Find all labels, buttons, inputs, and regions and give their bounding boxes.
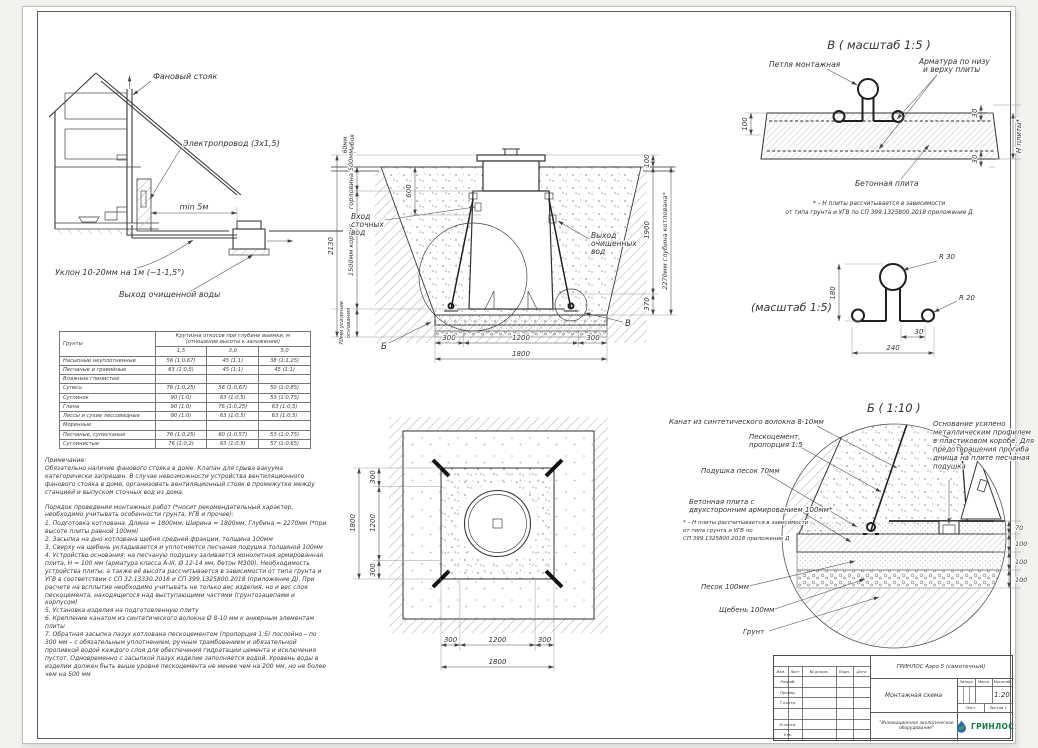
- table-cell: Песчаные и гравийные: [60, 365, 156, 374]
- table-cell: 56 (1:0,67): [155, 356, 207, 365]
- base-reinforced-line-6: подушка: [933, 462, 966, 471]
- dim-30-offset: 30: [914, 328, 924, 336]
- dim-30-bottom: 30: [971, 154, 979, 164]
- tb-scale-label: Масштаб: [993, 680, 1011, 684]
- tb-header-izm: Изм.: [776, 668, 786, 674]
- tb-sheet-name: Монтажная схема: [884, 691, 943, 699]
- table-cell: 63 (1:0,5): [207, 439, 259, 448]
- table-depth-3: 5,0: [259, 347, 311, 356]
- dim-100-slab: 100: [741, 117, 749, 131]
- tank-installation-cross-section: [323, 119, 683, 391]
- title-block: [773, 655, 1013, 741]
- tb-list-label: Лист: [965, 705, 976, 710]
- table-header-slope: [155, 332, 310, 347]
- table-cell: 90 (1:0): [155, 393, 207, 402]
- notes-item: 4. Устройство основания: на песчаную подушку заливается монолитная армированная плита, Н = 100 мм (арматура класса А-III, Ø 12-14 мм, бетон М300). Необходимость устройства плиты, а также её высота рассчитывается в зависимости от типа грунта и УГВ в соответствии с СП 32.13330.2018 и СП 399.1325800.2018 (приложение Д). При расчете на всплытие необходимо учитывать не только вес изделия, но и вес слоя пескоцемента, находящегося над выступающими частями (грунтозацепами и корпусом): [45, 551, 324, 607]
- loop-profile-shape: [852, 264, 934, 322]
- table-cell: 45 (1:1): [207, 365, 259, 374]
- table-row: [60, 375, 311, 384]
- dim-240: 240: [886, 344, 900, 352]
- gravel-label: Щебень 100мм: [719, 606, 775, 614]
- table-cell: 76 (1:0,25): [155, 384, 207, 393]
- layer-dim-100c: 100: [1015, 576, 1028, 584]
- tb-header-docnum: № докум.: [809, 668, 829, 674]
- plan-dim-300-br: 300: [537, 636, 552, 644]
- rebar-label-2: и верху плиты: [923, 65, 981, 74]
- table-cell: Песчаные, супесчаные: [60, 430, 156, 439]
- concrete-slab: [761, 113, 999, 159]
- tb-litera-label: Литера: [959, 680, 973, 684]
- tb-tagline: "Инновационное экологическое оборудование": [879, 721, 954, 731]
- dim-body: 1500мм корпус: [347, 223, 355, 277]
- detail-b-note-3: СП 399.1325800.2018 приложение Д: [683, 536, 790, 542]
- tb-header-podp: Подп.: [838, 668, 851, 674]
- table-cell: 53 (1:0,75): [259, 393, 311, 402]
- table-row: [60, 356, 311, 365]
- table-header-slope-line2: (отношение высоты к заложению): [185, 339, 281, 346]
- table-cell: 90 (1:0): [155, 412, 207, 421]
- dim-1200: 1200: [512, 334, 530, 342]
- notes-item: 1. Подготовка котлована: Длина = 1800мм, Ширина = 1800мм, Глубина = 2270мм (*при высоте плиты равной 100мм): [45, 520, 327, 536]
- cushion-label: Подушка песок 70мм: [701, 467, 780, 475]
- tb-mass-label: Масса: [977, 680, 990, 684]
- table-cell: 45 (1:1): [259, 365, 311, 374]
- table-cell: 50 (1:0,85): [259, 384, 311, 393]
- dim-2130: 2130: [327, 237, 335, 255]
- dim-base-1: 70мм усиление: [339, 300, 345, 346]
- notes-item: 6. Крепление канатом из синтетического волокна Ø 8-10 мм к анкерным элементам плиты: [45, 615, 314, 631]
- dim-100: 100: [643, 154, 651, 168]
- plan-dim-300-top: 300: [369, 470, 377, 484]
- plan-dim-300-bottom: 300: [369, 563, 377, 577]
- detail-b-note-2: от типа грунта и УГВ по: [683, 528, 753, 534]
- sewer-pipe-run: [127, 223, 343, 238]
- table-cell: 53 (1:0,75): [259, 430, 311, 439]
- outlet-label-2: очищенных: [591, 239, 637, 248]
- dim-180: 180: [829, 286, 837, 300]
- inlet-label-3: вод: [351, 228, 366, 237]
- notes-block: [45, 457, 329, 678]
- tb-row-tkontr: Т.контр.: [779, 700, 797, 706]
- notes-order-title: Порядок проведения монтажных работ (*носит рекомендательный характер, необходимо учитывать особенности грунта, УГВ и прочее):: [45, 503, 294, 519]
- table-row: [60, 384, 311, 393]
- drawing-sheet: [22, 6, 1035, 744]
- plan-dim-1800-b: 1800: [488, 658, 507, 666]
- table-cell: 63 (1:0,5): [207, 393, 259, 402]
- dim-h-plity: Н плиты*: [1015, 118, 1023, 154]
- r30-label: R 30: [939, 253, 955, 261]
- table-cell: 60 (1:0,57): [207, 430, 259, 439]
- logo-text: ГРИНЛОС: [970, 721, 1015, 731]
- notes-item: 2. Засыпка на дно котлована щебня средней фракции, толщина 100мм: [45, 536, 273, 544]
- dim-neck: горловина 500мм: [347, 148, 355, 210]
- table-header-slope-line1: Крутизна откосов при глубине выемки, м: [175, 333, 290, 339]
- table-cell: [259, 421, 311, 430]
- dim-300-right: 300: [586, 334, 600, 342]
- table-cell: Насыпные неуплотненные: [60, 356, 156, 365]
- dim-base-2: основания: [346, 307, 352, 339]
- clean-water-outlet-label: Выход очищенной воды: [119, 290, 221, 299]
- fan-stack-label: Фановый стояк: [153, 72, 218, 81]
- tb-row-razrab: Разраб.: [780, 678, 796, 684]
- table-cell: 63 (1:0,5): [207, 412, 259, 421]
- tb-listov-label: Листов 1: [989, 705, 1007, 710]
- dim-cap-1: 60мм: [342, 136, 349, 154]
- inlet-label-1: Вход: [351, 212, 371, 221]
- notes-paragraph: Обязательно наличие фанового стояка в доме. Клапан для срыва вакуума категорически запрещен. В случае невозможности устройства вентиляционного фанового стояка в доме, организовать вентиляционный стояк в промежутке между станцией и выпуском сточных вод из дома.: [45, 464, 315, 496]
- table-row: [60, 393, 311, 402]
- table-row: [60, 430, 311, 439]
- detail-v-title: В ( масштаб 1:5 ): [827, 38, 931, 52]
- table-cell: [207, 375, 259, 384]
- detail-v-note-1: * – Н плиты рассчитывается в зависимости: [812, 201, 946, 207]
- detail-b-note-1: * – Н плиты рассчитывается в зависимости: [683, 520, 809, 526]
- table-cell: 76 (1:0,25): [207, 402, 259, 411]
- tb-row-prover: Провер.: [780, 689, 796, 695]
- dim-370: 370: [643, 297, 651, 311]
- table-cell: 90 (1:0): [155, 402, 207, 411]
- dim-depth: 2270мм глубина котлована*: [661, 192, 669, 290]
- notes-item: 7. Обратная засыпка пазух котлована пескоцементом (пропорция 1:5) послойно – по 300 мм – с обязательным уплотнением, ручным трамбованием и обязательной проливкой водой каждого слоя для обеспечения гидратации цемента и исключения пустот. Одновременно с засыпкой пазух изделие заполняется водой. Уровень воды в изделии должен быть выше уровня пескоцемента не менее чем на 200 мм, но не более чем на 500 мм: [45, 631, 326, 678]
- septic-station-small: [229, 221, 293, 255]
- loop-label: Петля монтажная: [769, 60, 841, 69]
- table-depth-2: 3,0: [207, 347, 259, 356]
- table-row: [60, 439, 311, 448]
- table-cell: 76 (1:0,2): [155, 439, 207, 448]
- dim-300-left: 300: [442, 334, 456, 342]
- soil-label: Грунт: [743, 628, 765, 636]
- rope-label: Канат из синтетического волокна 8-10мм: [669, 418, 824, 426]
- plate-label-2: двухсторонним армированием 100мм*: [689, 506, 833, 514]
- electro-label: Электропровод (3х1,5): [183, 139, 280, 148]
- table-row: [60, 365, 311, 374]
- notes-item: 3. Сверху на щебень укладывается и уплотняется песчаная подушка толщиной 100мм: [45, 544, 323, 552]
- dim-1900: 1900: [643, 221, 651, 239]
- outlet-label-1: Выход: [591, 231, 617, 240]
- table-cell: Влажные глинистые: [60, 375, 156, 384]
- company-logo: [957, 712, 1015, 740]
- table-row: [60, 412, 311, 421]
- tb-row-nkontr: Н.контр.: [779, 721, 797, 727]
- tb-header-data: Дата: [856, 668, 867, 674]
- table-cell: Супесь: [60, 384, 156, 393]
- plan-plate-band: [441, 468, 554, 579]
- soil-slope-table: [59, 331, 311, 449]
- outlet-label-3: вод: [591, 247, 606, 256]
- marker-b-label: Б: [381, 342, 387, 352]
- min5-dimension: [151, 203, 237, 228]
- dim-30-top: 30: [971, 108, 979, 118]
- table-cell: 63 (1:0,5): [259, 402, 311, 411]
- detail-v-note-2: от типа грунта и УГВ по СП 399.1325800.2018 приложение Д: [785, 210, 973, 216]
- table-row: [60, 402, 311, 411]
- table-cell: 45 (1:1): [207, 356, 259, 365]
- plan-view-figure: [345, 413, 657, 713]
- plate-label-1: Бетонная плита с: [689, 498, 755, 506]
- table-cell: Лессы и сухие лессовидные: [60, 412, 156, 421]
- inlet-label-2: сточных: [351, 220, 384, 229]
- detail-b-title: Б ( 1:10 ): [867, 401, 921, 415]
- base-reinforced-line-5: днища на плите песчаная: [933, 454, 1030, 462]
- notes-title: Примечание:: [45, 457, 87, 464]
- marker-v-label: В: [625, 319, 631, 329]
- table-cell: 56 (1:0,67): [207, 384, 259, 393]
- table-header-soils: Грунты: [60, 332, 156, 357]
- plan-dim-300-bl: 300: [443, 636, 458, 644]
- tb-header-list: Лист: [790, 668, 800, 674]
- detail-v-figure: [729, 33, 1029, 231]
- base-reinforced-line-1: Основание усилено: [933, 420, 1006, 428]
- wall-chase: [137, 179, 151, 231]
- tb-doc-name: ГРИНЛОС Аэро 5 (самотечный): [896, 664, 986, 670]
- r20-label: R 20: [959, 294, 975, 302]
- layer-dim-70: 70: [1015, 524, 1024, 532]
- base-reinforced-line-4: предотвращения прогиба: [933, 445, 1029, 454]
- loop-profile-figure: [743, 239, 999, 367]
- slab-label: Бетонная плита: [855, 179, 919, 188]
- vent-stack: [79, 76, 132, 223]
- sand-label: Песок 100мм: [701, 583, 750, 591]
- layer-dim-100b: 100: [1015, 558, 1028, 566]
- house-sketch-figure: [41, 59, 351, 304]
- base-reinforced-line-2: металлическим профилем: [933, 428, 1031, 437]
- dim-600: 600: [405, 184, 413, 198]
- table-cell: [207, 421, 259, 430]
- slope-label: Уклон 10-20мм на 1м (~1-1,5°): [55, 268, 185, 277]
- table-depth-1: 1,5: [155, 347, 207, 356]
- table-cell: Суглинистые: [60, 439, 156, 448]
- table-cell: 57 (1:0,65): [259, 439, 311, 448]
- tb-scale-value: 1:20: [994, 690, 1010, 699]
- table-cell: Моренные: [60, 421, 156, 430]
- table-cell: [155, 421, 207, 430]
- rebar-label-1: Арматура по низу: [919, 57, 990, 66]
- cement-label-2: пропорция 1:5: [749, 441, 803, 449]
- min5-label: min 5м: [179, 202, 209, 212]
- plan-dim-1200-b: 1200: [488, 636, 507, 644]
- loop-detail-title: (масштаб 1:5): [751, 301, 832, 314]
- table-cell: Суглинок: [60, 393, 156, 402]
- table-cell: Глина: [60, 402, 156, 411]
- plan-dim-1800-left: 1800: [349, 514, 357, 532]
- dim-1800: 1800: [512, 350, 530, 358]
- table-cell: 38 (1:1,25): [259, 356, 311, 365]
- layer-dim-100a: 100: [1015, 540, 1028, 548]
- table-cell: 63 (1:0,5): [155, 365, 207, 374]
- table-cell: 76 (1:0,25): [155, 430, 207, 439]
- table-cell: [259, 375, 311, 384]
- notes-item: 5. Установка изделия на подготовленную плиту: [45, 607, 199, 615]
- detail-b-figure: [649, 384, 1038, 654]
- table-cell: 63 (1:0,5): [259, 412, 311, 421]
- plan-dim-1200-left: 1200: [369, 514, 377, 532]
- logo-drop-icon: [955, 720, 968, 733]
- base-reinforced-line-3: в пластиковом коробе. Для: [933, 437, 1035, 445]
- table-cell: [155, 375, 207, 384]
- table-row: [60, 421, 311, 430]
- tb-row-utv: Утв.: [784, 732, 792, 738]
- dim-cap-2: грибок: [349, 134, 356, 156]
- cement-label-1: Пескоцемент,: [749, 433, 801, 441]
